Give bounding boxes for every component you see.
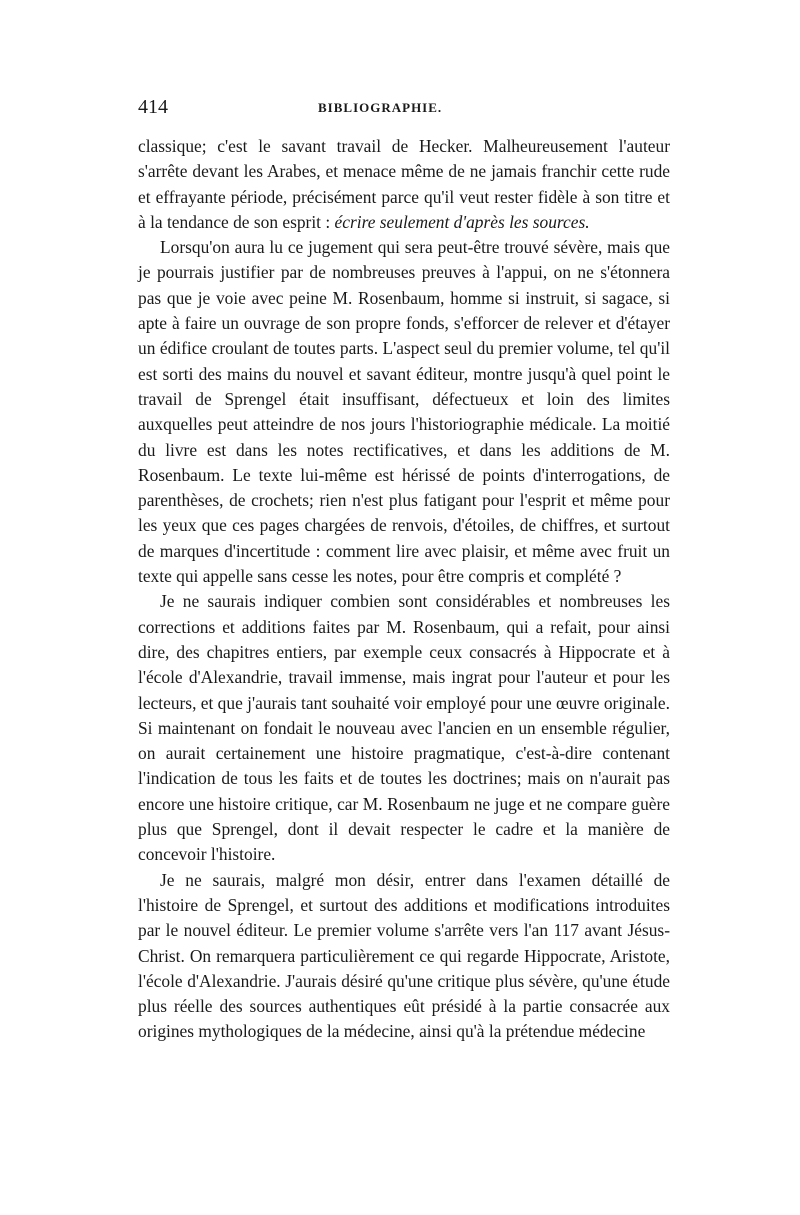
page-number: 414 (138, 96, 168, 118)
paragraph-1-italic: écrire seulement d'après les sources. (334, 211, 590, 232)
paragraph-2: Lorsqu'on aura lu ce jugement qui sera peut-être trouvé sévère, mais que je pourrais justifier par de nombreuses preuves à l'appui, on ne s'étonnera pas que je voie avec peine M. Rosenbaum, homme si instruit, si sagace, si apte à faire un ouvrage de son propre fonds, s'efforcer de relever et d'étayer un édifice croulant de toutes parts. L'aspect seul du premier volume, tel qu'il est sorti des mains du nouvel et savant éditeur, montre jusqu'à quel point le travail de Sprengel était insuffisant, défectueux et loin des limites auxquelles peut atteindre de nos jours l'historiographie médicale. La moitié du livre est dans les notes rectificatives, et dans les additions de M. Rosenbaum. Le texte lui-même est hérissé de points d'interrogations, de parenthèses, de crochets; rien n'est plus fatigant pour l'esprit et même pour les yeux que ces pages chargées de renvois, d'étoiles, de chiffres, et surtout de marques d'incertitude : comment lire avec plaisir, et même avec fruit un texte qui appelle sans cesse les notes, pour être compris et complété ? (138, 237, 670, 587)
paragraph-3: Je ne saurais indiquer combien sont considérables et nombreuses les corrections et additions faites par M. Rosenbaum, qui a refait, pour ainsi dire, des chapitres entiers, par exemple ceux consacrés à Hippocrate et à l'école d'Alexandrie, travail immense, mais ingrat pour l'auteur et pour les lecteurs, et que j'aurais tant souhaité voir employé pour une œuvre originale. Si maintenant on fondait le nouveau avec l'ancien en un ensemble régulier, on aurait certainement une histoire pragmatique, c'est-à-dire contenant l'indication de tous les faits et de toutes les doctrines; mais on n'aurait pas encore une histoire critique, car M. Rosenbaum ne juge et ne compare guère plus que Sprengel, dont il devait respecter le cadre et la manière de concevoir l'histoire. (138, 591, 670, 865)
paragraph-4: Je ne saurais, malgré mon désir, entrer dans l'examen détaillé de l'histoire de Sprengel, et surtout des additions et modifications introduites par le nouvel éditeur. Le premier volume s'arrête vers l'an 117 avant Jésus-Christ. On remarquera particulièrement ce qui regarde Hippocrate, Aristote, l'école d'Alexandrie. J'aurais désiré qu'une critique plus sévère, qu'une étude plus réelle des sources authentiques eût présidé à la partie consacrée aux origines mythologiques de la médecine, ainsi qu'à la prétendue médecine (138, 869, 670, 1042)
paragraph-1 (138, 134, 670, 235)
running-title: BIBLIOGRAPHIE. (318, 100, 443, 115)
paragraph-1-text: classique; c'est le savant travail de Hecker. Malheureusement l'auteur s'arrête devant les Arabes, et menace même de ne jamais franchir cette rude et effrayante période, précisément parce qu'il veut rester fidèle à son titre et à la tendance de son esprit : (138, 136, 670, 232)
body-text (138, 134, 670, 1045)
running-head (138, 96, 670, 124)
